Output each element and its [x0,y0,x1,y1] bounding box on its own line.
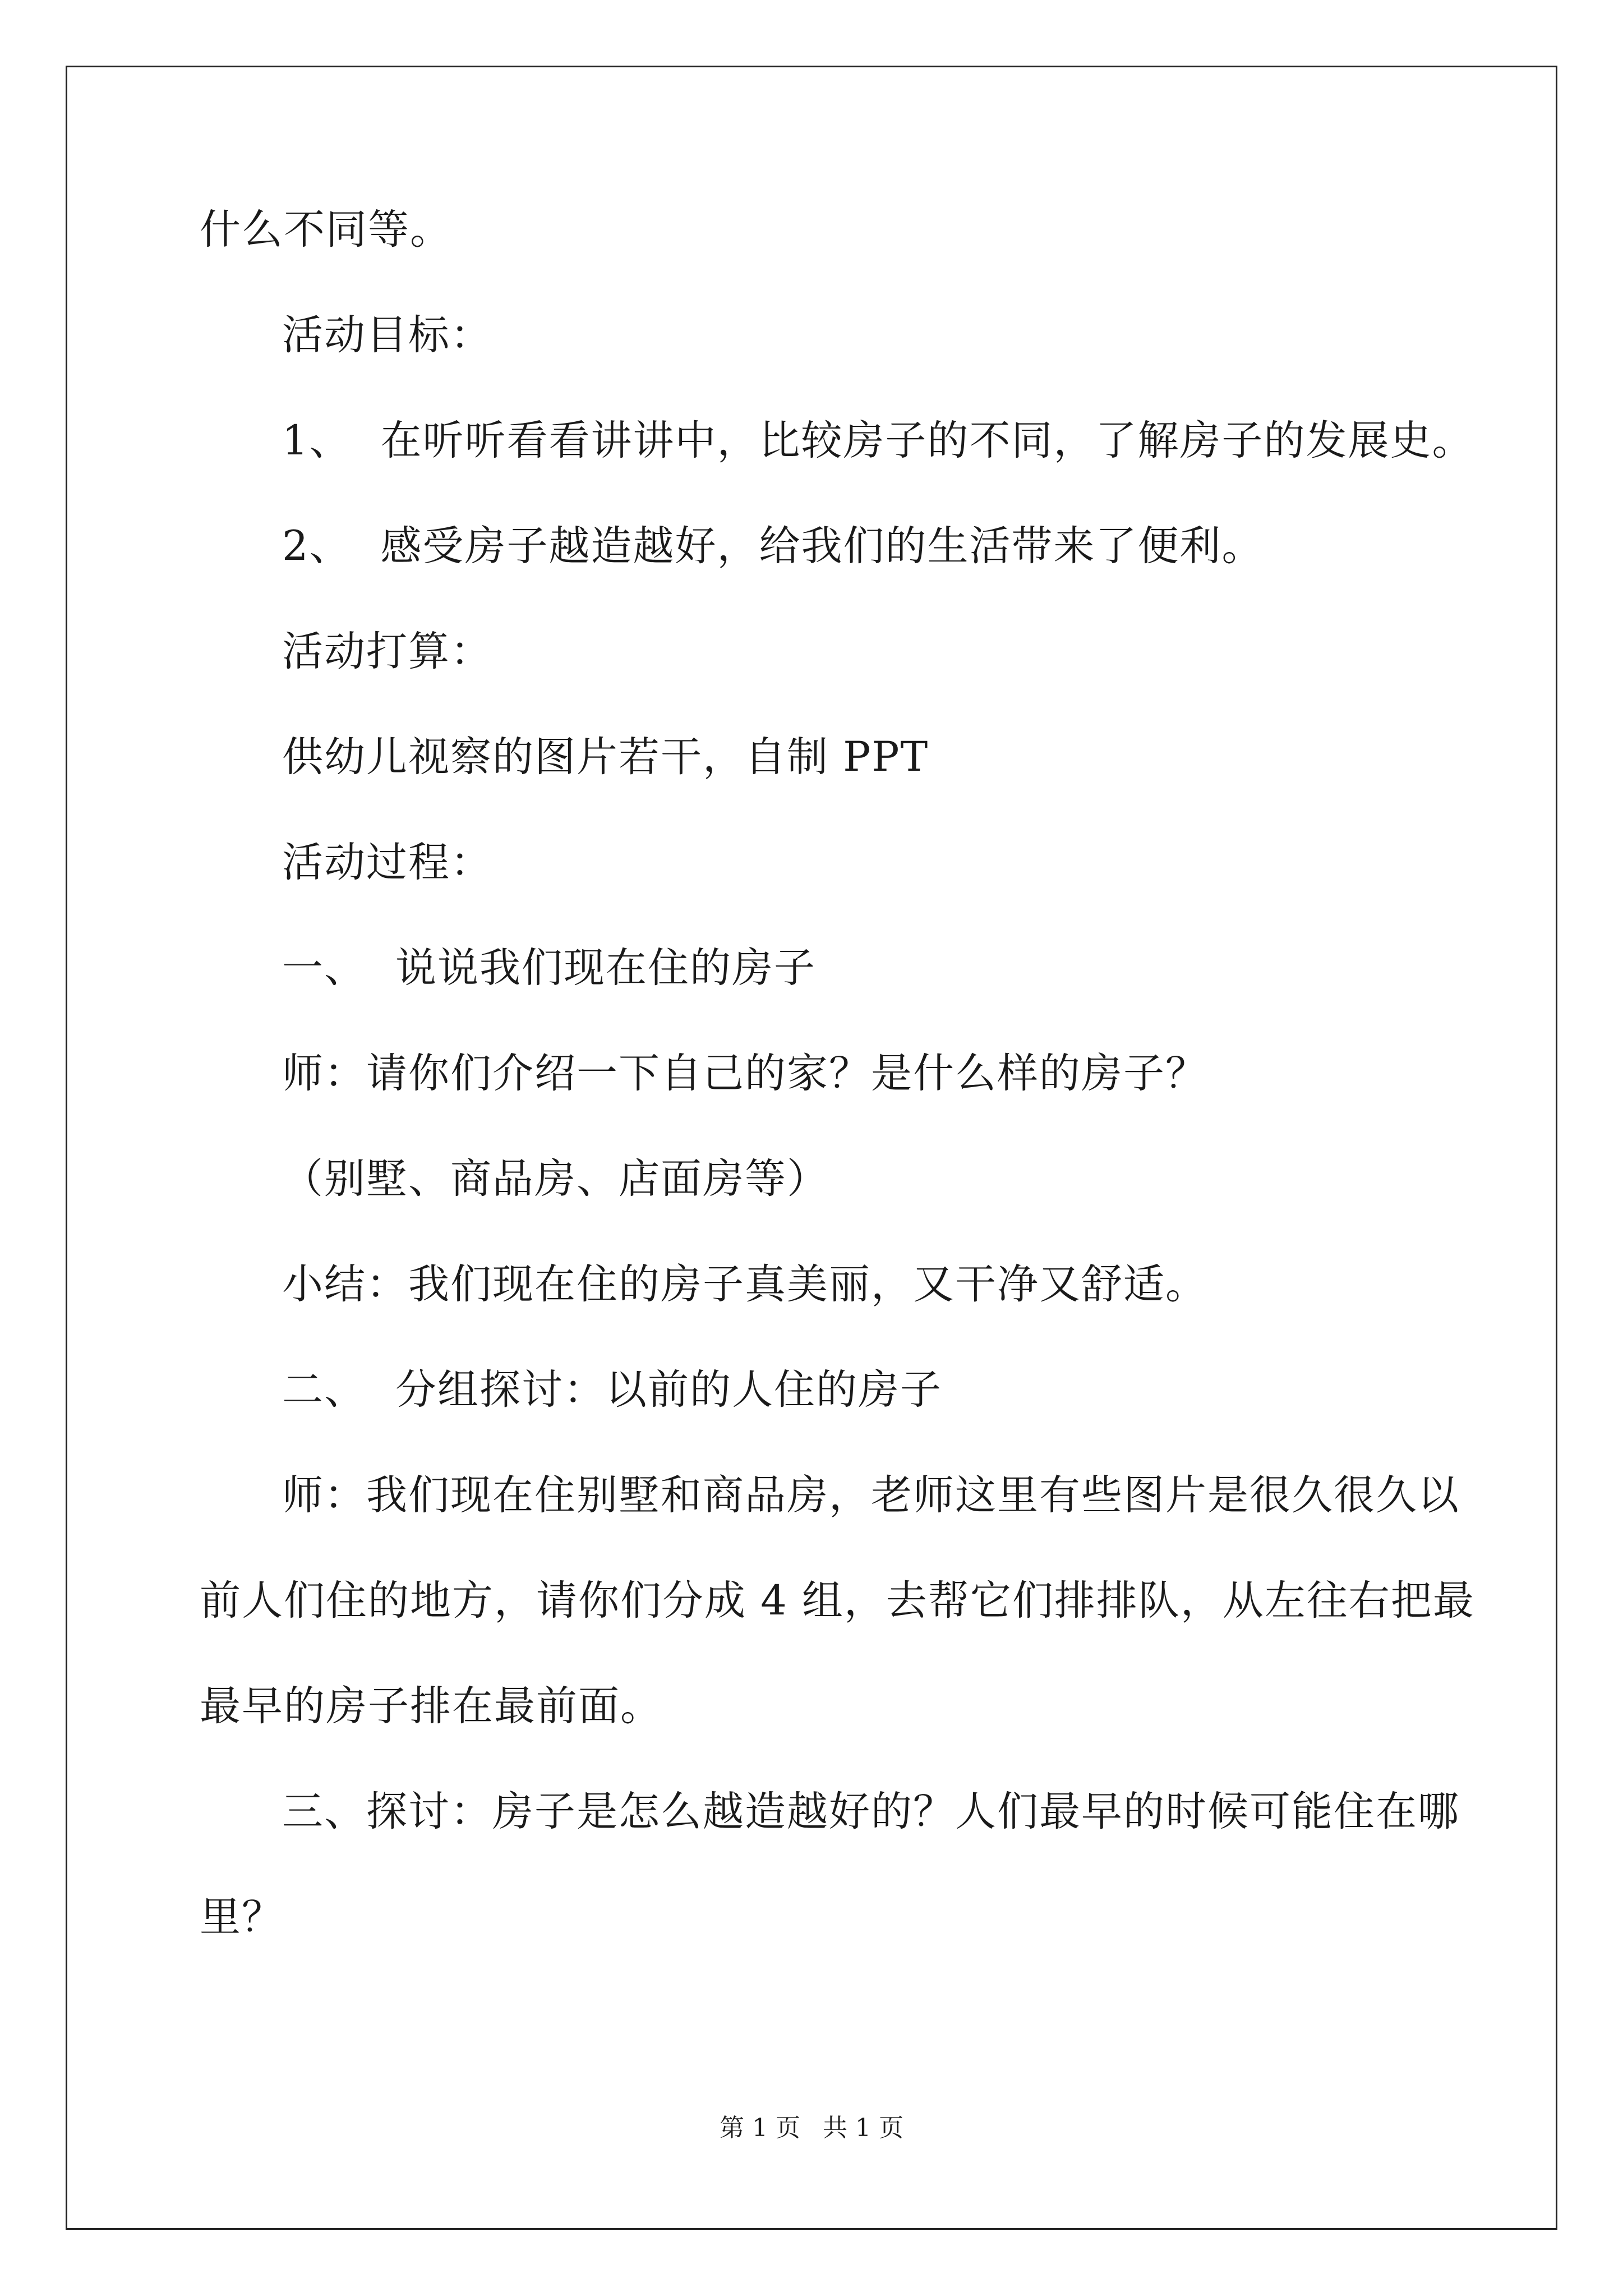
step-heading [282,1362,942,1418]
page-number: 第 1 页 [720,2114,800,2142]
paragraph-line: 三、探讨：房子是怎么越造越好的？人们最早的时候可能住在哪 [282,1788,1460,1835]
paragraph-line: 前人们住的地方，请你们分成 4 组，去帮它们排排队，从左往右把最 [200,1577,1475,1625]
section-heading: 活动过程： [282,839,492,886]
list-number: 1、 [282,417,352,464]
list-text: 在听听看看讲讲中，比较房子的不同，了解房子的发展史。 [380,417,1474,464]
paragraph-line: 师：请你们介绍一下自己的家？是什么样的房子？ [282,1050,1207,1097]
step-text: 分组探讨：以前的人住的房子 [395,1366,942,1414]
paragraph-line: 小结：我们现在住的房子真美丽，又干净又舒适。 [282,1260,1207,1308]
paragraph-line: 供幼儿视察的图片若干，自制 PPT [282,733,929,781]
page-total: 共 1 页 [823,2114,903,2142]
paragraph-line: 里？ [200,1893,284,1941]
page-footer [0,2111,1623,2145]
step-heading [282,940,816,996]
step-number: 一、 [282,944,366,992]
list-number: 2、 [282,522,352,570]
paragraph-line: 什么不同等。 [200,206,452,254]
paragraph-line: 师：我们现在住别墅和商品房，老师这里有些图片是很久很久以 [282,1471,1460,1519]
list-item [282,518,1264,574]
step-number: 二、 [282,1366,366,1414]
section-heading: 活动目标： [282,311,492,359]
step-text: 说说我们现在住的房子 [395,944,816,992]
paragraph-line: 最早的房子排在最前面。 [200,1682,662,1730]
list-text: 感受房子越造越好，给我们的生活带来了便利。 [380,522,1264,570]
section-heading: 活动打算： [282,628,492,675]
list-item [282,413,1474,469]
paragraph-line: （别墅、商品房、店面房等） [282,1155,829,1203]
